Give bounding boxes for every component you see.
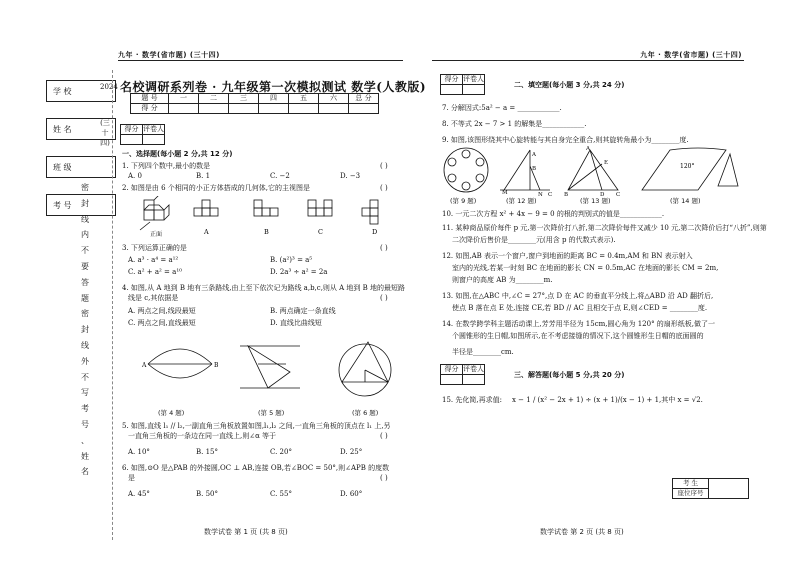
q6-stem: 6. 如图,⊙O 是△PAB 的外接圆,OC ⊥ AB,连接 OB,若∠BOC = 50°,则∠APB 的度数 [122,464,390,472]
svg-text:B: B [564,192,569,196]
series-vertical: (三十四) [100,119,110,147]
score-header-cell: 题 号 [131,94,169,104]
exam-title: 名校调研系列卷 · 九年级第一次模拟测试 数学(人教版) [120,80,427,94]
q5-answer: ( ) [380,432,388,440]
seal-char: 线 [81,340,89,350]
q1-stem: 1. 下列四个数中,最小的数是 [122,162,211,170]
q2-fig-a: A [204,228,209,236]
caption-q6: (第 6 题) [352,409,379,417]
q10: 10. 一元二次方程 x² + 4x − 9 = 0 的根的判别式的值是____________. [442,210,665,218]
svg-text:A: A [142,362,147,369]
header-rule-right [432,60,744,61]
grader-box-3: 得分 评卷人 [440,364,485,385]
q2-fig-c: C [318,228,323,236]
seal-char: 姓 [81,451,89,461]
caption-q5: (第 5 题) [258,409,285,417]
q5-option-c: C. 20° [270,448,292,456]
q2-answer: ( ) [380,184,388,192]
svg-text:D: D [600,192,605,196]
year-vertical: 2024 [100,83,118,91]
q3-option-d: D. 2a³ ÷ a² = 2a [270,268,328,276]
q7: 7. 分解因式:5a² − a = ____________. [442,104,562,112]
q5-option-a: A. 10° [128,448,150,456]
seal-char: 密 [81,309,89,319]
q4-option-d: D. 直线比曲线短 [270,319,322,327]
svg-text:C: C [616,192,621,196]
q12-cont2: 则窗户的高度 AB 为________m. [452,276,553,284]
svg-text:B: B [214,362,219,369]
seal-char: 考 [81,404,89,414]
seal-char: 封 [81,325,89,335]
section2-heading: 二、填空题(每小题 3 分,共 24 分) [514,81,625,89]
seal-char: 要 [81,261,89,271]
section3-heading: 三、解答题(每小题 5 分,共 20 分) [514,371,625,379]
svg-text:B: B [532,166,537,172]
score-table [130,93,379,114]
q1-option-a: A. 0 [128,172,142,180]
footer-right: 数学试卷 第 2 页 (共 8 页) [540,528,624,536]
grader-box-1: 得分 评卷人 [120,124,165,145]
svg-text:A: A [586,146,590,152]
seal-line-text [80,180,90,480]
q2-fig-b: B [264,228,269,236]
seal-char: 号 [81,419,89,429]
caption-q13: (第 13 题) [580,197,611,205]
q5-option-d: D. 25° [340,448,363,456]
school-field: 学 校 [46,80,116,102]
q13-cont: 使点 B 落在点 E 处,连接 CE,若 BD // AC 且相交于点 E,则∠CED = ________度. [452,304,708,312]
q5-option-b: B. 15° [196,448,219,456]
q2-figure [136,196,396,238]
score-cell [229,104,259,114]
score-cell [169,104,199,114]
seal-char: 、 [81,435,89,445]
header-rule-left [118,60,403,61]
score-header-cell: 五 [289,94,319,104]
q14-cont: 个圆锥形的生日帽,如图所示,在不考虑接缝的情况下,这个圆锥形生日帽的底面圆的 [452,332,704,340]
q1-answer: ( ) [380,162,388,170]
q14: 14. 在数学跨学科主题活动课上,芳芳用半径为 15cm,圆心角为 120° 的扇形纸板,做了一 [442,320,716,328]
exam-number-field: 考 号 [46,194,116,216]
caption-q9: (第 9 题) [450,197,477,205]
seal-char: 线 [81,214,89,224]
score-cell: 得 分 [131,104,169,114]
score-header-cell: 总 分 [349,94,379,104]
q6-option-d: D. 60° [340,490,363,498]
q3-stem: 3. 下列运算正确的是 [122,244,187,252]
svg-text:A: A [532,152,536,158]
score-header-cell: 三 [229,94,259,104]
q15-expression: x − 1 / (x² − 2x + 1) ÷ (x + 1)/(x − 1) + 1,其中 x = √2. [512,396,703,404]
score-header-cell: 二 [199,94,229,104]
q8: 8. 不等式 2x − 7 > 1 的解集是____________. [442,120,587,128]
section1-heading: 一、选择题(每小题 2 分,共 12 分) [122,150,233,158]
q6-option-c: C. 55° [270,490,292,498]
seal-char: 封 [81,198,89,208]
q1-option-b: B. 1 [196,172,211,180]
q1-option-c: C. −2 [270,172,290,180]
q4-option-c: C. 两点之间,直线最短 [128,319,196,327]
score-header-cell: 一 [169,94,199,104]
grader-box-2: 得分 评卷人 [440,74,485,95]
q6-option-a: A. 45° [128,490,150,498]
q14-cont2: 半径是________cm. [452,348,514,356]
q15-stem: 15. 先化简,再求值: [442,396,502,404]
q5-stem-cont: 一直角三角板的一条边在同一直线上,则∠α 等于 [128,432,277,440]
svg-text:120°: 120° [680,163,695,170]
q4-stem: 4. 如图,从 A 地到 B 地有三条路线,由上至下依次记为路线 a,b,c,则从 A 地到 B 地的最短路 [122,284,406,292]
seat-number-box: 考 生 座位序号 [672,478,749,499]
q3-option-c: C. a² + a² = a¹⁰ [128,268,182,276]
seal-char: 名 [81,467,89,477]
q12: 12. 如图,AB 表示一个窗户,窗户到地面的距离 BC = 0.4m,AM 和 BN 表示射入 [442,252,693,260]
q9: 9. 如图,该图形绕其中心旋转能与其自身完全重合,则其旋转角最小为________度. [442,136,689,144]
q3-option-a: A. a³ · a⁴ = a¹² [128,256,179,264]
seal-char: 不 [81,372,89,382]
header-left: 九年 · 数学(省市题) (三十四) [118,51,220,59]
footer-left: 数学试卷 第 1 页 (共 8 页) [204,528,288,536]
score-cell [349,104,379,114]
q4-stem-cont: 线是 c,其依据是 [128,294,179,302]
q2-fig-d: D [372,228,378,236]
header-right: 九年 · 数学(省市题) (三十四) [640,51,742,59]
q5-stem: 5. 如图,直线 l₁ // l₂,一副直角三角板放置如图,l₁,l₂ 之间,一直角三角板的顶点在 l₁ 上,另 [122,422,391,430]
seal-char: 不 [81,246,89,256]
q12-cont: 室内的光线,若某一时刻 BC 在地面的影长 CN = 0.5m,AC 在地面的影长 CM = 2m, [452,264,719,272]
seal-char: 内 [81,230,89,240]
q11: 11. 某种商品原价每件 p 元,第一次降价打八折,第二次降价每件又减少 10 元,第二次降价后打“八折”,则第 [442,224,767,232]
svg-text:M: M [502,190,508,196]
q3-option-b: B. (a²)³ = a⁵ [270,256,313,264]
svg-text:C: C [548,192,553,196]
q13: 13. 如图,在△ABC 中,∠C = 27°,点 D 在 AC 的垂直平分线上,将△ABD 沿 AD 翻折后, [442,292,714,300]
seal-char: 外 [81,356,89,366]
seal-char: 密 [81,183,89,192]
q1-option-d: D. −3 [340,172,361,180]
q4-answer: ( ) [380,294,388,302]
score-cell [259,104,289,114]
q4-option-a: A. 两点之间,线段最短 [128,307,196,315]
caption-q12: (第 12 题) [506,197,537,205]
svg-text:N: N [538,192,543,196]
name-field: 姓 名 [46,118,116,140]
q2-front-label: 正面 [150,231,163,238]
class-field: 班 级 [46,156,116,178]
score-cell [199,104,229,114]
score-header-cell: 四 [259,94,289,104]
caption-q14: (第 14 题) [670,197,701,205]
figures-9-12-13-14 [440,146,740,196]
score-cell [319,104,349,114]
q6-answer: ( ) [380,474,388,482]
score-header-cell: 六 [319,94,349,104]
svg-text:E: E [604,160,609,166]
seal-char: 题 [81,293,89,303]
binding-line [112,70,113,540]
q6-stem-cont: 是 [128,474,135,482]
figures-4-5-6 [140,334,400,408]
score-cell [289,104,319,114]
seal-char: 写 [81,388,89,398]
q3-answer: ( ) [380,244,388,252]
caption-q4: (第 4 题) [158,409,185,417]
seal-char: 答 [81,277,89,287]
q4-option-b: B. 两点确定一条直线 [270,307,336,315]
q11-cont: 二次降价后售价是________元(用含 p 的代数式表示). [452,236,616,244]
q6-option-b: B. 50° [196,490,219,498]
q2-stem: 2. 如图是由 6 个相同的小正方体搭成的几何体,它的主视图是 [122,184,311,192]
